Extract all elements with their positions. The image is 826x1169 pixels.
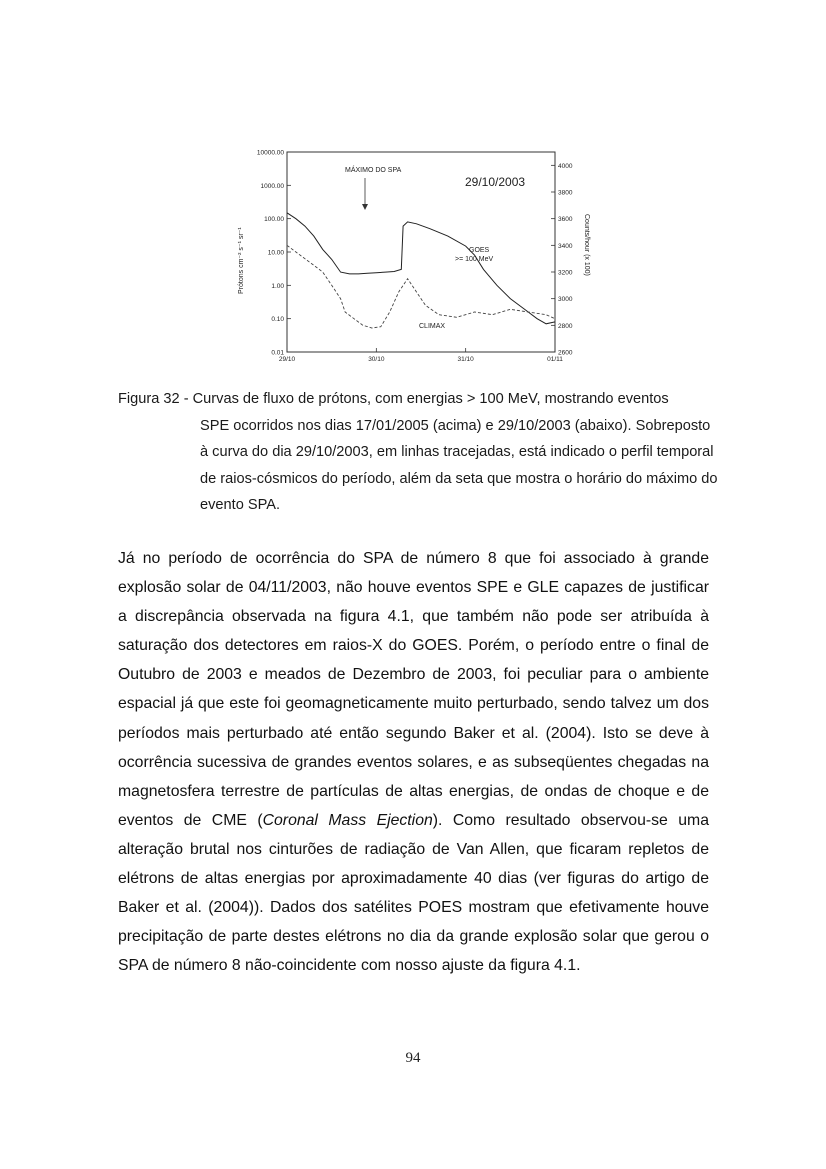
annotation-max-spa: MÁXIMO DO SPA	[345, 167, 402, 174]
y2-tick-label-5: 3000	[558, 296, 573, 304]
annotation-arrow-head	[362, 204, 368, 210]
figure-32-chart	[233, 144, 597, 376]
x-tick-label-3: 01/11	[547, 356, 563, 363]
y2-tick-label-6: 2800	[558, 322, 573, 330]
caption-label: Figura 32 -	[118, 391, 189, 407]
chart-title: 29/10/2003	[465, 175, 526, 189]
x-tick-label-2: 31/10	[457, 356, 474, 363]
annotation-goes: GOES	[469, 247, 490, 254]
y-tick-label-5: 0.10	[271, 316, 284, 324]
y-tick-label-3: 10.00	[267, 249, 284, 257]
figure-caption	[118, 386, 718, 519]
x-tick-label-1: 30/10	[368, 356, 385, 363]
y-axis-label: Prótons cm⁻² s⁻¹ sr⁻¹	[238, 227, 245, 294]
y2-tick-label-4: 3200	[558, 269, 573, 277]
y2-axis-label: Counts/hour (x 100)	[583, 214, 590, 276]
y2-tick-label-1: 3800	[558, 189, 573, 197]
y-tick-label-6: 0.01	[271, 349, 284, 357]
y-tick-label-2: 100.00	[264, 216, 284, 224]
y-tick-label-4: 1.00	[271, 282, 284, 290]
page-number: 94	[405, 1050, 421, 1066]
body-text-italic: Coronal Mass Ejection	[262, 811, 433, 829]
series-climax-line	[287, 245, 555, 328]
annotation-goes-energy: >= 100 MeV	[455, 256, 494, 263]
caption-continuation: SPE ocorridos nos dias 17/01/2005 (acima) e 29/10/2003 (abaixo). Sobreposto à curva do dia 29/10/2003, em linhas tracejadas, está indicado o perfil temporal de raios-cósmicos do período, além da seta que mostra o horário do máximo do evento SPA.	[200, 417, 718, 513]
y2-tick-label-2: 3600	[558, 216, 573, 224]
series-goes-line	[287, 213, 555, 324]
y2-tick-label-7: 2600	[558, 349, 573, 357]
proton-flux-chart	[233, 144, 597, 376]
y2-tick-label-0: 4000	[558, 162, 573, 170]
body-paragraph	[118, 544, 709, 980]
x-tick-label-0: 29/10	[278, 356, 296, 363]
y-tick-label-1: 1000.00	[260, 182, 284, 190]
annotation-climax: CLIMAX	[419, 323, 446, 330]
body-text-part1: Já no período de ocorrência do SPA de número 8 que foi associado à grande explosão solar de 04/11/2003, não houve eventos SPE e GLE capazes de justificar a discrepância observada na figura 4.1, que também não pode ser atribuída à saturação dos detectores em raios-X do GOES. Porém, o período entre o final de Outubro de 2003 e meados de Dezembro de 2003, foi peculiar para o ambiente espacial já que este foi geomagneticamente muito perturbado, sendo talvez um dos períodos mais perturbado até então segundo Baker et al. (2004). Isto se deve à ocorrência sucessiva de grandes eventos solares, e as subseqüentes chegadas na magnetosfera terrestre de partículas de altas energias, de ondas de choque e de eventos de CME (	[118, 550, 709, 829]
y-tick-label-0: 10000.00	[256, 149, 284, 157]
y2-tick-label-3: 3400	[558, 242, 573, 250]
caption-first-line: Curvas de fluxo de prótons, com energias > 100 MeV, mostrando eventos	[192, 391, 669, 407]
body-text-part2: ). Como resultado observou-se uma alteração brutal nos cinturões de radiação de Van Allen, que ficaram repletos de elétrons de altas energias por aproximadamente 40 dias (ver figuras do artigo de Baker et al. (2004)). Dados dos satélites POES mostram que efetivamente houve precipitação de parte destes elétrons no dia da grande explosão solar que gerou o SPA de número 8 não-coincidente com nosso ajuste da figura 4.1.	[118, 811, 709, 975]
